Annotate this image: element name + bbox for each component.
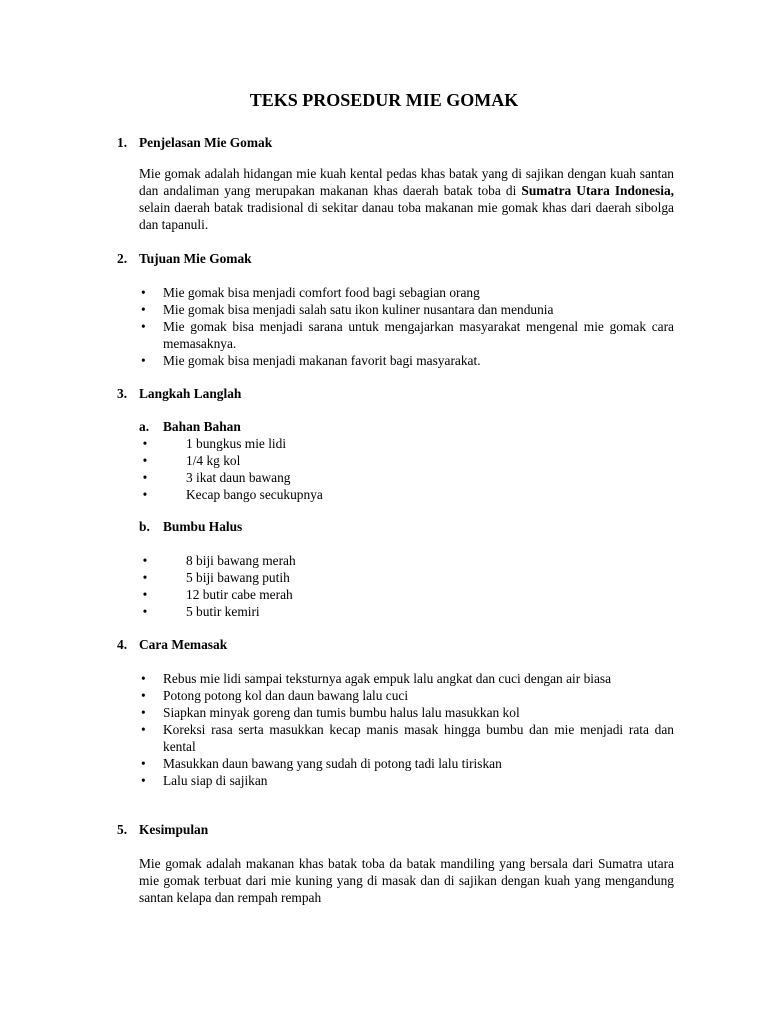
- bullet-icon: •: [141, 319, 146, 334]
- bullet-icon: •: [142, 436, 148, 451]
- section-1-paragraph: Mie gomak adalah hidangan mie kuah kental pedas khas batak yang di sajikan dengan kuah santan dan andaliman yang merupakan makanan khas daerah batak toba di Sumatra Utara Indonesia, selain daerah batak tradisional di sekitar danau toba makanan mie gomak khas dari daerah sibolga dan tapanuli.: [139, 166, 675, 232]
- subsection-b-heading: b. Bumbu Halus: [139, 519, 243, 534]
- section-2-heading: 2. Tujuan Mie Gomak: [117, 251, 252, 266]
- list-item: • Mie gomak bisa menjadi sarana untuk mengajarkan masyarakat mengenal mie gomak cara memasaknya.: [141, 319, 674, 351]
- list-item: • Mie gomak bisa menjadi makanan favorit bagi masyarakat.: [141, 353, 481, 368]
- section-4-heading: 4. Cara Memasak: [117, 637, 228, 652]
- list-item: • 5 butir kemiri: [0, 603, 296, 620]
- section-5-heading: 5. Kesimpulan: [117, 822, 209, 837]
- bullet-icon: •: [142, 570, 148, 585]
- bullet-icon: •: [142, 553, 148, 568]
- list-item: • Mie gomak bisa menjadi salah satu ikon kuliner nusantara dan mendunia: [141, 302, 554, 317]
- list-item: • Masukkan daun bawang yang sudah di potong tadi lalu tiriskan: [141, 756, 502, 771]
- list-item: • 3 ikat daun bawang: [0, 469, 323, 486]
- list-item: • 8 biji bawang merah: [0, 552, 296, 569]
- list-item: • 1/4 kg kol: [0, 452, 323, 469]
- bullet-icon: •: [141, 773, 146, 788]
- bullet-icon: •: [142, 453, 148, 468]
- bahan-list: [0, 435, 323, 503]
- list-item: • 12 butir cabe merah: [0, 586, 296, 603]
- bumbu-list: [0, 552, 296, 620]
- list-item: • 1 bungkus mie lidi: [0, 435, 323, 452]
- bullet-icon: •: [142, 487, 148, 502]
- bullet-icon: •: [141, 756, 146, 771]
- section-1-heading: 1. Penjelasan Mie Gomak: [117, 135, 273, 150]
- list-item: • Rebus mie lidi sampai teksturnya agak empuk lalu angkat dan cuci dengan air biasa: [141, 671, 612, 686]
- list-item: • 5 biji bawang putih: [0, 569, 296, 586]
- bullet-icon: •: [141, 302, 146, 317]
- bullet-icon: •: [141, 705, 146, 720]
- bullet-icon: •: [142, 587, 148, 602]
- list-item: • Mie gomak bisa menjadi comfort food bagi sebagian orang: [141, 285, 480, 300]
- bullet-icon: •: [141, 688, 146, 703]
- bullet-icon: •: [142, 604, 148, 619]
- document-title: TEKS PROSEDUR MIE GOMAK: [249, 90, 519, 110]
- list-item: • Siapkan minyak goreng dan tumis bumbu halus lalu masukkan kol: [141, 705, 520, 720]
- list-item: • Koreksi rasa serta masukkan kecap manis masak hingga bumbu dan mie menjadi rata dan kental: [141, 722, 674, 754]
- section-5-paragraph: Mie gomak adalah makanan khas batak toba da batak mandiling yang bersala dari Sumatra utara mie gomak terbuat dari mie kuning yang di masak dan di sajikan dengan kuah yang mengandung santan kelapa dan rempah rempah: [139, 856, 674, 905]
- bullet-icon: •: [141, 722, 146, 737]
- bullet-icon: •: [142, 470, 148, 485]
- list-item: • Lalu siap di sajikan: [141, 773, 268, 788]
- bullet-icon: •: [141, 285, 146, 300]
- bullet-icon: •: [141, 671, 146, 686]
- section-3-heading: 3. Langkah Langlah: [117, 386, 242, 401]
- list-item: • Kecap bango secukupnya: [0, 486, 323, 503]
- tujuan-list: [0, 284, 674, 369]
- list-item: • Potong potong kol dan daun bawang lalu cuci: [141, 688, 409, 703]
- bullet-icon: •: [141, 353, 146, 368]
- cara-memasak-list: [0, 670, 674, 789]
- subsection-a-heading: a. Bahan Bahan: [139, 419, 241, 434]
